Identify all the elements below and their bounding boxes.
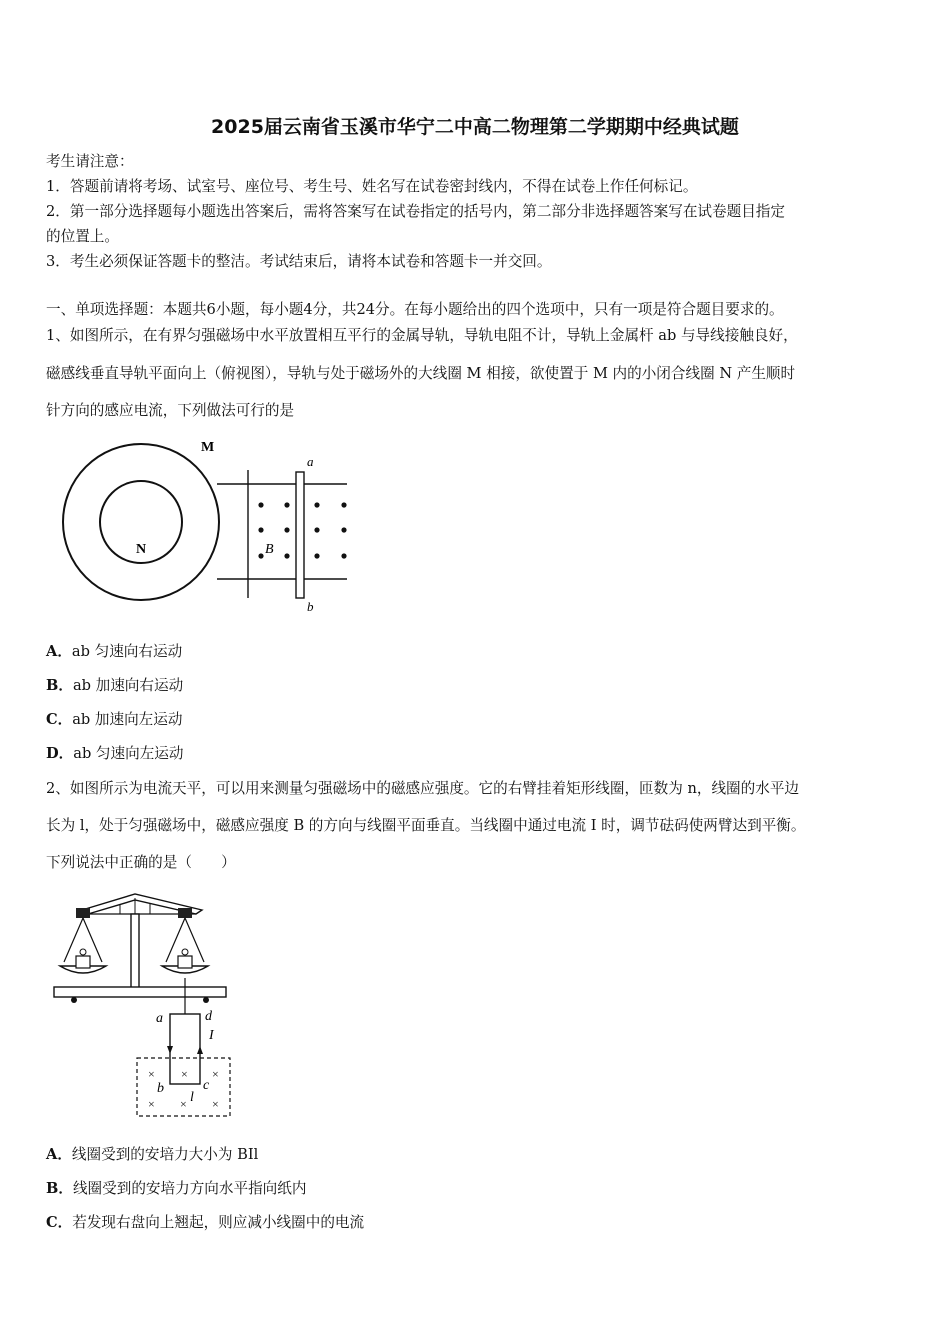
label-a: a <box>307 454 314 469</box>
label-m: M <box>201 440 215 455</box>
figure-q1-coil-rails <box>55 432 365 617</box>
rod-ab <box>296 472 304 598</box>
question-2-text: 下列说法中正确的是（ ） <box>46 854 236 871</box>
notice-heading: 考生请注意： <box>46 153 134 170</box>
coil-m-outer <box>63 444 219 600</box>
question-1-text: 1、如图所示，在有界匀强磁场中水平放置相互平行的金属导轨，导轨电阻不计，导轨上金属杆 ab 与导线接触良好， <box>46 327 798 344</box>
field-cross: × <box>180 1097 187 1111</box>
label-d: d <box>205 1009 212 1024</box>
question-1-text: 针方向的感应电流，下列做法可行的是 <box>46 402 295 419</box>
label-b: B <box>265 542 274 557</box>
notice-item: 3．考生必须保证答题卡的整洁。考试结束后，请将本试卷和答题卡一并交回。 <box>46 253 552 270</box>
question-2-text: 长为 l，处于匀强磁场中，磁感应强度 B 的方向与线圈平面垂直。当线圈中通过电流 I 时，调节砝码使两臂达到平衡。 <box>46 817 806 834</box>
field-cross: × <box>212 1097 219 1111</box>
label-c: c <box>203 1078 210 1093</box>
label-b-rod: b <box>307 599 314 614</box>
balance-pillar <box>131 914 139 994</box>
q2-option-b[interactable]: B．线圈受到的安培力方向水平指向纸内 <box>46 1180 307 1197</box>
notice-item: 的位置上。 <box>46 228 119 245</box>
label-b: b <box>157 1081 164 1096</box>
label-a: a <box>156 1011 163 1026</box>
q1-option-c[interactable]: C．ab 加速向左运动 <box>46 711 183 728</box>
q2-option-c[interactable]: C．若发现右盘向上翘起，则应减小线圈中的电流 <box>46 1214 365 1231</box>
q1-option-b[interactable]: B．ab 加速向右运动 <box>46 677 184 694</box>
label-n: N <box>136 542 147 557</box>
notice-item: 2．第一部分选择题每小题选出答案后，需将答案写在试卷指定的括号内，第二部分非选择题答案写在试卷题目指定 <box>46 203 785 220</box>
question-1-text: 磁感线垂直导轨平面向上（俯视图），导轨与处于磁场外的大线圈 M 相接，欲使置于 M 内的小闭合线圈 N 产生顺时 <box>46 365 796 382</box>
page-title: 2025届云南省玉溪市华宁二中高二物理第二学期期中经典试题 <box>211 116 739 138</box>
q2-option-a[interactable]: A．线圈受到的安培力大小为 BIl <box>46 1146 259 1163</box>
field-cross: × <box>148 1097 155 1111</box>
notice-item: 1．答题前请将考场、试室号、座位号、考生号、姓名写在试卷密封线内，不得在试卷上作任何标记。 <box>46 178 698 195</box>
field-cross: × <box>148 1067 155 1081</box>
label-l: l <box>190 1090 194 1105</box>
section-heading: 一、单项选择题：本题共6小题，每小题4分，共24分。在每小题给出的四个选项中，只有一项是符合题目要求的。 <box>46 301 784 318</box>
question-2-text: 2、如图所示为电流天平，可以用来测量匀强磁场中的磁感应强度。它的右臂挂着矩形线圈，匝数为 n，线圈的水平边 <box>46 780 800 797</box>
q1-option-a[interactable]: A．ab 匀速向右运动 <box>46 643 183 660</box>
label-i: I <box>209 1028 214 1043</box>
q1-option-d[interactable]: D．ab 匀速向左运动 <box>46 745 184 762</box>
field-cross: × <box>181 1067 188 1081</box>
field-cross: × <box>212 1067 219 1081</box>
right-weight <box>178 956 192 968</box>
balance-base <box>54 987 226 997</box>
left-weight <box>76 956 90 968</box>
figure-q2-current-balance <box>50 886 240 1121</box>
